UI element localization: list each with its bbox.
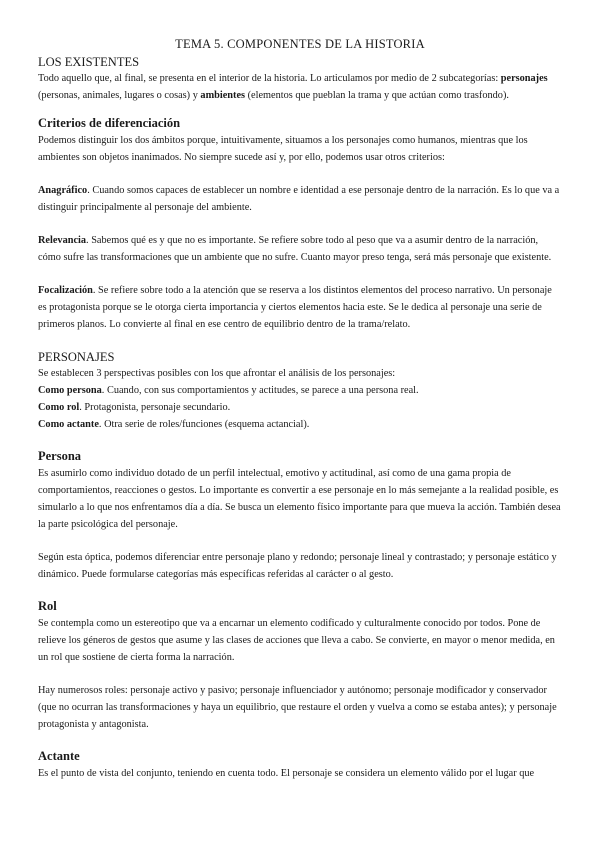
- criterio-anagrafico-paragraph: [38, 182, 562, 216]
- term-relevancia: Relevancia: [38, 235, 87, 246]
- persona-paragraph-2: Según esta óptica, podemos diferenciar entre personaje plano y redondo; personaje lineal y contrastado; y personaje estático y dinámico. Puede formularse categorías más específicas referidas al carácter o al gesto.: [38, 552, 557, 580]
- existentes-intro-text-a: Todo aquello que, al final, se presenta en el interior de la historia. Lo articulamos por medio de 2 subcategorías:: [38, 73, 501, 84]
- criterio-focalizacion-paragraph: [38, 282, 562, 333]
- perspectiva-persona: [38, 382, 562, 399]
- term-como-actante: Como actante: [38, 419, 99, 430]
- term-como-persona: Como persona: [38, 385, 102, 396]
- section-heading-existentes: LOS EXISTENTES: [38, 55, 140, 69]
- term-anagrafico: Anagráfico: [38, 185, 88, 196]
- criterios-intro-paragraph: Podemos distinguir los dos ámbitos porque, intuitivamente, situamos a los personajes como humanos, mientras que los ambientes son objetos inanimados. No siempre sucede así y, por ello, podemos usar otros criterios:: [38, 135, 528, 163]
- existentes-intro-paragraph: [38, 70, 562, 104]
- perspectiva-rol: [38, 399, 562, 416]
- anagrafico-text: . Cuando somos capaces de establecer un nombre e identidad a ese personaje dentro de la narración. Es lo que va a distinguir principalmente al personaje del ambiente.: [38, 185, 560, 213]
- persona-paragraph-1: Es asumirlo como individuo dotado de un perfil intelectual, emotivo y actitudinal, así como de una gama propia de comportamientos, reacciones o gestos. Lo importante es convertir a ese personaje en lo más semejante a la realidad posible, es simularlo a lo que nos enfrentamos día a día. Se busca un elemento físico importante para que mueva la acción. También desea la parte psicológica del personaje.: [38, 468, 561, 530]
- criterio-relevancia-paragraph: [38, 232, 562, 266]
- personajes-intro-paragraph: Se establecen 3 perspectivas posibles con los que afrontar el análisis de los personajes:: [38, 368, 396, 379]
- section-heading-personajes: PERSONAJES: [38, 350, 115, 364]
- focalizacion-text: . Se refiere sobre todo a la atención que se reserva a los distintos elementos del proceso narrativo. Un personaje es protagonista porque se le otorga cierta importancia y ciertos elementos hacia este. Se le dedica al personaje una serie de primeros planos. Lo convierte al final en ese centro de equilibrio dentro de la trama/relato.: [38, 285, 552, 330]
- term-focalizacion: Focalización: [38, 285, 93, 296]
- existentes-intro-text-c: (personas, animales, lugares o cosas) y: [38, 90, 201, 101]
- subsection-heading-persona: Persona: [38, 449, 82, 463]
- existentes-intro-text-e: (elementos que pueblan la trama y que actúan como trasfondo).: [245, 90, 509, 101]
- subsection-heading-actante: Actante: [38, 749, 80, 763]
- term-personajes: personajes: [500, 73, 548, 84]
- como-rol-text: . Protagonista, personaje secundario.: [79, 402, 231, 413]
- relevancia-text: . Sabemos qué es y que no es importante. Se refiere sobre todo al peso que va a asumir dentro de la narración, cómo sufre las transformaciones que un ambiente que no sufre. Cuanto mayor preso tenga, será más personaje que existente.: [38, 235, 552, 263]
- como-actante-text: . Otra serie de roles/funciones (esquema actancial).: [98, 419, 310, 430]
- subsection-heading-rol: Rol: [38, 599, 57, 613]
- term-ambientes: ambientes: [200, 90, 246, 101]
- rol-paragraph-2: Hay numerosos roles: personaje activo y pasivo; personaje influenciador y autónomo; personaje modificador y conservador (que no ocurran las transformaciones y haya un equilibrio, que restaure el orden y vuelva a como se estaba antes); y personaje protagonista y antagonista.: [38, 685, 557, 730]
- rol-paragraph-1: Se contempla como un estereotipo que va a encarnar un elemento codificado y culturalmente conocido por todos. Pone de relieve los géneros de gestos que asume y las clases de acciones que lleva a cabo. Se convierte, en mayor o menor medida, en un rol que sostiene de cierta forma la narración.: [38, 618, 555, 663]
- como-persona-text: . Cuando, con sus comportamientos y actitudes, se parece a una persona real.: [101, 385, 419, 396]
- actante-paragraph-1: Es el punto de vista del conjunto, teniendo en cuenta todo. El personaje se considera un elemento válido por el lugar que: [38, 768, 535, 779]
- term-como-rol: Como rol: [38, 402, 80, 413]
- subsection-heading-criterios: Criterios de diferenciación: [38, 116, 181, 130]
- perspectiva-actante: [38, 416, 562, 433]
- document-title: TEMA 5. COMPONENTES DE LA HISTORIA: [175, 37, 425, 51]
